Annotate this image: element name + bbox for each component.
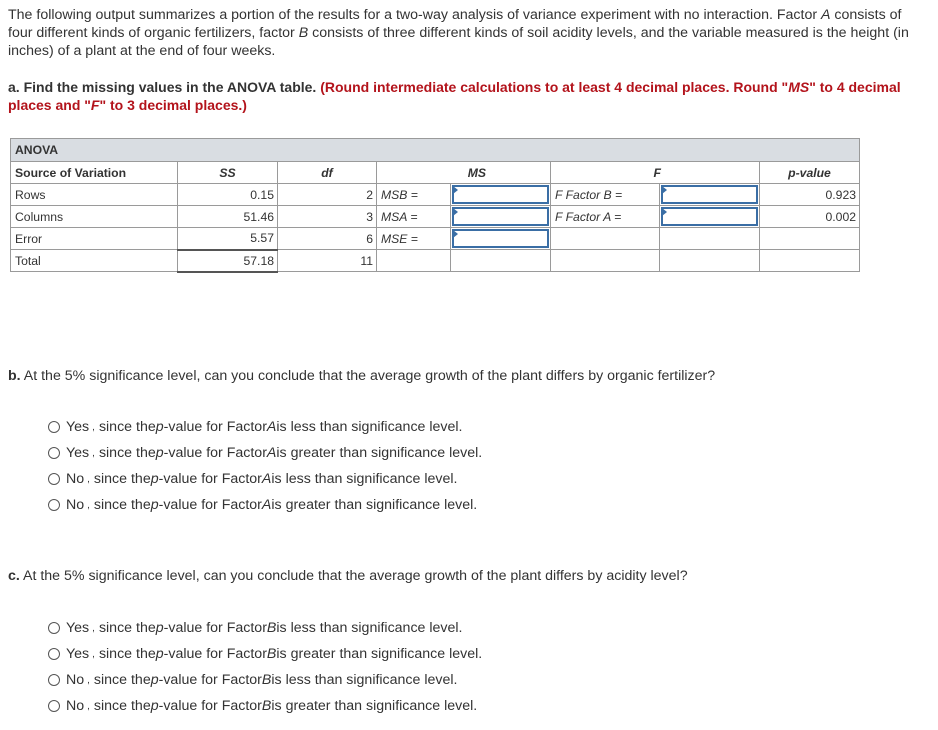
f-symbol: F [90, 97, 100, 113]
part-c-question [8, 568, 688, 584]
option-answer: Yes [66, 419, 90, 435]
df-cell: 3 [278, 206, 377, 228]
rounding-text: " to 4 decimal places and " [8, 79, 901, 113]
option-answer: Yes [66, 445, 90, 461]
msa-input[interactable] [451, 206, 551, 228]
df-cell: 2 [278, 184, 377, 206]
option-text: -value for Factor [158, 698, 262, 714]
option-text: is greater than significance level. [276, 646, 483, 662]
rounding-text: (Round intermediate calculations to at least 4 decimal places. Round " [320, 79, 789, 95]
empty-cell [451, 250, 551, 272]
header-ss: SS [178, 162, 278, 184]
option-text: since the [98, 419, 156, 435]
source-error: Error [11, 228, 178, 250]
anova-title: ANOVA [11, 139, 860, 162]
option-answer: Yes [66, 646, 90, 662]
header-source: Source of Variation [11, 162, 178, 184]
option-text: -value for Factor [158, 672, 262, 688]
header-ms: MS [377, 162, 551, 184]
p-symbol: p [155, 620, 164, 636]
option-text: since the [98, 620, 156, 636]
empty-cell [551, 250, 660, 272]
f-label: F Factor A = [551, 206, 660, 228]
part-b-options [48, 414, 482, 518]
option-separator: , [92, 421, 95, 433]
empty-cell [551, 228, 660, 250]
anova-table [10, 138, 860, 273]
input-field[interactable] [452, 229, 549, 248]
radio-option[interactable] [48, 414, 482, 440]
part-c-text: At the 5% significance level, can you conclude that the average growth of the plant differs by acidity level? [19, 568, 688, 584]
p-symbol: p [150, 698, 159, 714]
option-text: since the [93, 672, 151, 688]
answer-marker-icon [453, 186, 458, 194]
option-answer: No [66, 698, 85, 714]
answer-marker-icon [453, 208, 458, 216]
option-separator: , [92, 622, 95, 634]
radio-button[interactable] [48, 674, 60, 686]
option-text: is less than significance level. [276, 620, 463, 636]
option-text: is less than significance level. [271, 672, 458, 688]
input-field[interactable] [452, 207, 549, 226]
factor-b-symbol: B [298, 25, 309, 41]
radio-button[interactable] [48, 473, 60, 485]
option-separator: , [92, 447, 95, 459]
rounding-text: " to 3 decimal places.) [99, 97, 247, 113]
radio-option[interactable] [48, 641, 482, 667]
empty-cell [660, 250, 760, 272]
radio-button[interactable] [48, 499, 60, 511]
option-answer: No [66, 497, 85, 513]
header-p-value: p-value [760, 162, 860, 184]
factor-symbol: A [261, 497, 272, 513]
ss-cell: 57.18 [178, 250, 278, 272]
factor-symbol: B [261, 698, 272, 714]
option-text: since the [93, 497, 151, 513]
p-symbol: p [150, 471, 159, 487]
radio-button[interactable] [48, 447, 60, 459]
msb-input[interactable] [451, 184, 551, 206]
radio-button[interactable] [48, 700, 60, 712]
empty-cell [760, 250, 860, 272]
answer-marker-icon [662, 186, 667, 194]
header-df: df [278, 162, 377, 184]
ss-cell: 51.46 [178, 206, 278, 228]
part-a-instructions [8, 78, 928, 114]
option-text: since the [98, 445, 156, 461]
option-answer: No [66, 672, 85, 688]
problem-intro [8, 6, 928, 60]
factor-symbol: A [266, 419, 277, 435]
option-text: -value for Factor [163, 620, 267, 636]
option-answer: No [66, 471, 85, 487]
answer-marker-icon [453, 230, 458, 238]
option-text: since the [93, 698, 151, 714]
part-a-text: Find the missing values in the ANOVA table. [19, 79, 321, 95]
radio-option[interactable] [48, 492, 482, 518]
p-value-cell: 0.002 [760, 206, 860, 228]
table-row [11, 228, 860, 250]
empty-cell [377, 250, 451, 272]
ms-label: MSA = [377, 206, 451, 228]
intro-text: The following output summarizes a portion of the results for a two-way analysis of variance experiment with no interaction. Factor [8, 7, 822, 23]
intro-text: consists of three different kinds of soil acidity levels, and the variable measured is the height (in inches) of a plant at the end of four weeks. [8, 25, 909, 59]
option-text: -value for Factor [163, 419, 267, 435]
empty-cell [660, 228, 760, 250]
p-symbol: p [150, 497, 159, 513]
option-text: is greater than significance level. [276, 445, 483, 461]
radio-option[interactable] [48, 615, 482, 641]
part-c-options [48, 615, 482, 719]
df-cell: 6 [278, 228, 377, 250]
p-symbol: p [155, 445, 164, 461]
option-text: is greater than significance level. [271, 497, 478, 513]
f-factor-b-input[interactable] [660, 184, 760, 206]
radio-option[interactable] [48, 693, 482, 719]
option-text: -value for Factor [158, 497, 262, 513]
part-b-label: b. [8, 368, 21, 384]
source-total: Total [11, 250, 178, 272]
p-value-cell: 0.923 [760, 184, 860, 206]
radio-button[interactable] [48, 648, 60, 660]
input-field[interactable] [452, 185, 549, 204]
option-text: since the [93, 471, 151, 487]
part-c-label: c. [8, 568, 20, 584]
table-row [11, 184, 860, 206]
mse-input[interactable] [451, 228, 551, 250]
intro-text: consists of four different kinds of organic fertilizers, factor [8, 7, 902, 41]
factor-symbol: A [266, 445, 277, 461]
p-symbol: p [155, 646, 164, 662]
ss-cell: 0.15 [178, 184, 278, 206]
ss-cell: 5.57 [178, 228, 278, 250]
factor-symbol: B [266, 646, 277, 662]
header-f: F [551, 162, 760, 184]
option-text: -value for Factor [163, 646, 267, 662]
option-separator: , [87, 674, 90, 686]
factor-a-symbol: A [821, 7, 831, 23]
p-symbol: p [155, 419, 164, 435]
radio-option[interactable] [48, 466, 482, 492]
radio-option[interactable] [48, 440, 482, 466]
input-field[interactable] [661, 207, 758, 226]
p-symbol: p [150, 672, 159, 688]
f-label: F Factor B = [551, 184, 660, 206]
df-cell: 11 [278, 250, 377, 272]
ms-symbol: MS [788, 79, 810, 95]
option-separator: , [92, 648, 95, 660]
table-row [11, 250, 860, 272]
source-rows: Rows [11, 184, 178, 206]
option-separator: , [87, 700, 90, 712]
option-text: -value for Factor [163, 445, 267, 461]
source-columns: Columns [11, 206, 178, 228]
answer-marker-icon [662, 208, 667, 216]
ms-label: MSB = [377, 184, 451, 206]
part-a-label: a. [8, 79, 20, 95]
factor-symbol: B [261, 672, 272, 688]
f-factor-a-input[interactable] [660, 206, 760, 228]
part-b-question [8, 368, 715, 384]
option-text: -value for Factor [158, 471, 262, 487]
option-text: since the [98, 646, 156, 662]
radio-button[interactable] [48, 421, 60, 433]
ms-label: MSE = [377, 228, 451, 250]
part-b-text: At the 5% significance level, can you conclude that the average growth of the plant differs by organic fertilizer? [20, 368, 716, 384]
factor-symbol: B [266, 620, 277, 636]
option-text: is greater than significance level. [271, 698, 478, 714]
factor-symbol: A [261, 471, 272, 487]
option-answer: Yes [66, 620, 90, 636]
option-separator: , [87, 499, 90, 511]
empty-cell [760, 228, 860, 250]
option-separator: , [87, 473, 90, 485]
radio-button[interactable] [48, 622, 60, 634]
input-field[interactable] [661, 185, 758, 204]
table-row [11, 206, 860, 228]
option-text: is less than significance level. [276, 419, 463, 435]
radio-option[interactable] [48, 667, 482, 693]
option-text: is less than significance level. [271, 471, 458, 487]
